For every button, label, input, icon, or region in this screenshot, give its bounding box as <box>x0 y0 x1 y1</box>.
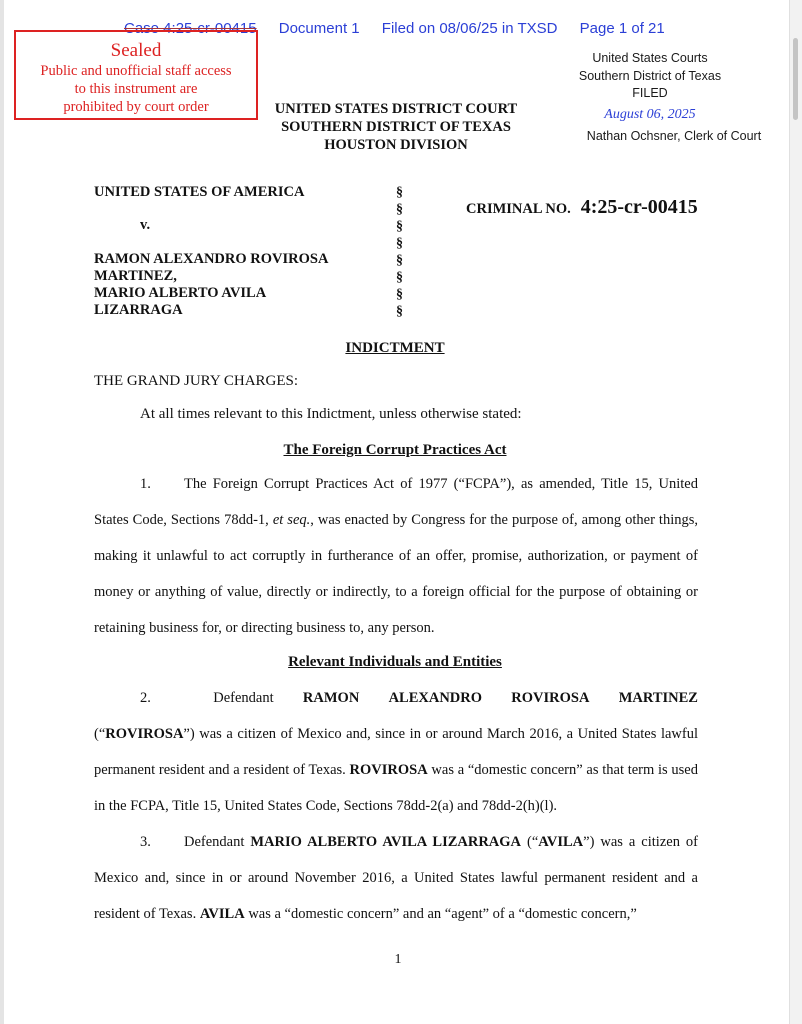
defendant-name-part: RAMON <box>302 690 360 706</box>
section-symbol: § <box>396 270 403 285</box>
section-symbol: § <box>396 253 403 268</box>
defendant-name-part: ALEXANDRO <box>388 690 483 706</box>
defendant-1-line-1: RAMON ALEXANDRO ROVIROSA <box>94 251 329 267</box>
section-symbol-column <box>396 184 403 320</box>
paragraph-text: (“ <box>94 726 106 742</box>
defendant-2-line-1: MARIO ALBERTO AVILA <box>94 285 267 301</box>
paragraph-number: 2. <box>140 690 151 706</box>
court-name: UNITED STATES DISTRICT COURT <box>274 101 518 117</box>
paragraph-word: Defendant <box>213 690 274 706</box>
criminal-number: 4:25-cr-00415 <box>580 196 698 218</box>
page-count: Page 1 of 21 <box>579 20 665 37</box>
sealed-line-2: to this instrument are <box>74 81 198 97</box>
heading-fcpa: The Foreign Corrupt Practices Act <box>283 442 507 458</box>
filed-date-header: Filed on 08/06/25 in TXSD <box>381 20 558 37</box>
document-number: Document 1 <box>278 20 360 37</box>
preamble: At all times relevant to this Indictment, unless otherwise stated: <box>140 406 522 422</box>
paragraph-3 <box>94 824 698 932</box>
section-symbol: § <box>396 185 403 200</box>
paragraph-text: was a “domestic concern” as that term is used in the FCPA, Title 15, United States Code, Sections 78dd-2(a) and 78dd-2(h)(l). <box>94 762 698 814</box>
viewer-scrollbar[interactable] <box>789 0 802 1024</box>
paragraph-2 <box>94 680 698 824</box>
grand-jury-charges: THE GRAND JURY CHARGES: <box>94 373 299 389</box>
court-heading <box>236 100 556 154</box>
plaintiff-name: UNITED STATES OF AMERICA <box>94 184 305 200</box>
paragraph-text: Defendant <box>184 834 251 850</box>
stamp-date: August 06, 2025 <box>604 106 696 122</box>
defendant-name-part: MARTINEZ <box>618 690 698 706</box>
paragraph-number: 3. <box>140 834 151 850</box>
sealed-line-1: Public and unofficial staff access <box>40 63 232 79</box>
defendant-1-line-2: MARTINEZ, <box>94 268 177 284</box>
defendant-short-name: AVILA <box>538 834 584 850</box>
paragraph-text: was a “domestic concern” and an “agent” of a “domestic concern,” <box>244 906 637 922</box>
defendant-short-name: AVILA <box>199 906 245 922</box>
court-district: SOUTHERN DISTRICT OF TEXAS <box>281 119 511 135</box>
section-symbol: § <box>396 236 403 251</box>
paragraph-2-continuation <box>94 716 698 824</box>
paragraph-text: ”) was a citizen of Mexico and, since in or around March 2016, a United States lawful permanent resident and a resident of Texas. <box>94 726 698 778</box>
viewer-left-edge <box>0 0 4 1024</box>
court-division: HOUSTON DIVISION <box>324 137 468 153</box>
stamp-clerk: Nathan Ochsner, Clerk of Court <box>586 129 762 143</box>
paragraph-text: ”) was a citizen of Mexico and, since in or around November 2016, a United States lawful permanent resident and a resident of Texas. <box>94 834 698 922</box>
paragraph-2-first-line <box>94 680 698 716</box>
case-caption <box>94 184 384 319</box>
indictment-title: INDICTMENT <box>345 340 445 356</box>
sealed-title: Sealed <box>110 40 162 61</box>
stamp-district: Southern District of Texas <box>578 68 722 83</box>
sealed-notice <box>14 30 258 120</box>
section-symbol: § <box>396 304 403 319</box>
scrollbar-thumb[interactable] <box>793 38 798 120</box>
paragraph-text: , was enacted by Congress for the purpose of, among other things, making it unlawful to act corruptly in furtherance of an offer, promise, authorization, or payment of money or anything of value, directly or indirectly, to a foreign official for the purpose of obtaining or retaining business for, or directing business to, any person. <box>94 512 699 636</box>
paragraph-text: (“ <box>521 834 539 850</box>
stamp-courts: United States Courts <box>592 51 708 65</box>
paragraph-italic: et seq. <box>272 512 311 528</box>
stamp-filed: FILED <box>632 86 668 100</box>
heading-entities: Relevant Individuals and Entities <box>288 654 502 670</box>
page-number: 1 <box>394 952 402 967</box>
section-symbol: § <box>396 219 403 234</box>
versus-label: v. <box>140 217 151 233</box>
section-symbol: § <box>396 287 403 302</box>
criminal-number-block <box>466 196 698 219</box>
defendant-short-name: ROVIROSA <box>105 726 184 742</box>
defendant-name-part: ROVIROSA <box>511 690 590 706</box>
paragraph-text: The Foreign Corrupt Practices Act of 1977 (“FCPA”), as amended, Title 15, United States Code, Sections 78dd-1, <box>94 476 698 528</box>
paragraph-number: 1. <box>140 476 151 492</box>
defendant-name: MARIO ALBERTO AVILA LIZARRAGA <box>250 834 522 850</box>
defendant-2-line-2: LIZARRAGA <box>94 302 183 318</box>
criminal-label: CRIMINAL NO. <box>466 201 571 217</box>
defendant-short-name: ROVIROSA <box>349 762 428 778</box>
filed-stamp <box>540 50 760 146</box>
case-number-header: Case 4:25-cr-00415 <box>124 20 257 37</box>
paragraph-1 <box>94 466 698 646</box>
sealed-line-3: prohibited by court order <box>63 99 209 115</box>
section-symbol: § <box>396 202 403 217</box>
